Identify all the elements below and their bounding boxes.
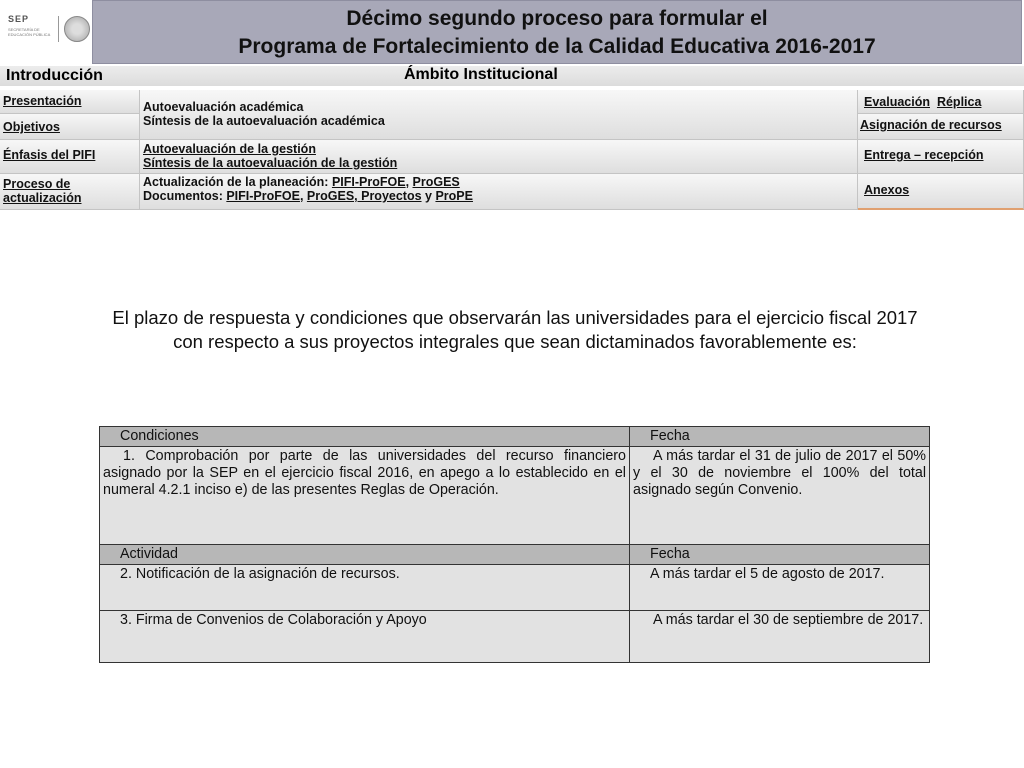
page-title-line2: Programa de Fortalecimiento de la Calidad Educativa 2016-2017 bbox=[238, 35, 876, 58]
link-doc-proyectos[interactable]: ProGES, Proyectos bbox=[306, 189, 422, 203]
nav-actualizacion-group bbox=[140, 174, 858, 210]
page-header bbox=[92, 0, 1022, 64]
activity-2-date: A más tardar el 5 de agosto de 2017. bbox=[630, 565, 930, 611]
nav-presentacion-label[interactable]: Presentación bbox=[3, 94, 82, 108]
nav-autoevaluacion-academica-group bbox=[140, 90, 858, 140]
nav-entrega-label[interactable]: Entrega – recepción bbox=[864, 148, 984, 162]
link-doc-pifi-profoe[interactable]: PIFI-ProFOE bbox=[226, 189, 300, 203]
link-pifi-profoe[interactable]: PIFI-ProFOE bbox=[331, 175, 406, 189]
table-header-row bbox=[100, 427, 930, 447]
separator-comma-2: , bbox=[299, 189, 307, 203]
condition-1-date: A más tardar el 31 de julio de 2017 el 50% y el 30 de noviembre el 100% del total asignado según Convenio. bbox=[630, 447, 930, 545]
nav-enfasis-label[interactable]: Énfasis del PIFI bbox=[3, 148, 96, 162]
header-fecha: Fecha bbox=[630, 427, 930, 447]
logo-divider bbox=[58, 16, 59, 42]
documentos-prefix: Documentos: bbox=[143, 189, 227, 203]
actualizacion-prefix: Actualización de la planeación: bbox=[143, 175, 332, 189]
nav-enfasis[interactable] bbox=[0, 140, 140, 174]
nav-proceso[interactable] bbox=[0, 174, 140, 210]
nav-evaluacion[interactable]: Evaluación bbox=[864, 95, 930, 109]
conditions-table bbox=[99, 426, 930, 663]
link-doc-prope[interactable]: ProPE bbox=[435, 189, 473, 203]
activity-2: 2. Notificación de la asignación de recursos. bbox=[100, 565, 630, 611]
link-proges[interactable]: ProGES bbox=[412, 175, 460, 189]
nav-replica[interactable]: Réplica bbox=[936, 95, 982, 109]
nav-presentacion[interactable] bbox=[0, 90, 140, 114]
documentos-line bbox=[143, 189, 854, 203]
condition-1: 1. Comprobación por parte de las universidades del recurso financiero asignado por la SEP en el ejercicio fiscal 2016, en apego a lo establecido en el numeral 4.2.1 inciso e) de las presentes Reglas de Operación. bbox=[100, 447, 630, 545]
activity-3-date: A más tardar el 30 de septiembre de 2017. bbox=[630, 611, 930, 663]
nav-proceso-label[interactable]: Proceso de actualización bbox=[3, 177, 82, 205]
nav-autoevaluacion-academica[interactable]: Autoevaluación académica bbox=[143, 100, 304, 114]
nav-asignacion-label[interactable]: Asignación de recursos bbox=[860, 118, 1002, 132]
nav-autoevaluacion-gestion-group bbox=[140, 140, 858, 174]
logo-subtext: SECRETARÍA DE EDUCACIÓN PÚBLICA bbox=[8, 27, 51, 37]
table-row bbox=[100, 611, 930, 663]
ambito-heading: Ámbito Institucional bbox=[404, 66, 558, 83]
table-row bbox=[100, 565, 930, 611]
section-bar bbox=[0, 66, 1024, 86]
activity-3: 3. Firma de Convenios de Colaboración y Apoyo bbox=[100, 611, 630, 663]
actualizacion-line bbox=[143, 175, 854, 189]
intro-link[interactable]: Introducción bbox=[6, 67, 103, 84]
nav-anexos-label[interactable]: Anexos bbox=[864, 183, 910, 197]
logo-text: SEP bbox=[8, 14, 30, 24]
separator-y: y bbox=[421, 189, 436, 203]
nav-objetivos[interactable] bbox=[0, 114, 140, 140]
header-fecha-2: Fecha bbox=[630, 545, 930, 565]
navigation-grid bbox=[0, 90, 1024, 210]
nav-asignacion[interactable] bbox=[858, 114, 1024, 140]
header-actividad: Actividad bbox=[100, 545, 630, 565]
nav-evaluacion-replica bbox=[858, 90, 1024, 114]
page-title-line1: Décimo segundo proceso para formular el bbox=[346, 7, 768, 30]
sep-logo bbox=[0, 0, 92, 66]
separator-comma: , bbox=[405, 175, 413, 189]
table-header-row bbox=[100, 545, 930, 565]
nav-anexos[interactable] bbox=[858, 174, 1024, 210]
national-seal-icon bbox=[64, 16, 90, 42]
nav-sintesis-academica[interactable]: Síntesis de la autoevaluación académica bbox=[143, 114, 385, 128]
intro-paragraph: El plazo de respuesta y condiciones que observarán las universidades para el ejercicio fiscal 2017 con respecto a sus proyectos integrales que sean dictaminados favorablemente es: bbox=[112, 307, 918, 352]
nav-autoevaluacion-gestion[interactable]: Autoevaluación de la gestión bbox=[143, 142, 316, 156]
table-row bbox=[100, 447, 930, 545]
nav-objetivos-label[interactable]: Objetivos bbox=[3, 120, 60, 134]
header-condiciones: Condiciones bbox=[100, 427, 630, 447]
nav-sintesis-gestion[interactable]: Síntesis de la autoevaluación de la gestión bbox=[143, 156, 398, 170]
nav-entrega[interactable] bbox=[858, 140, 1024, 174]
